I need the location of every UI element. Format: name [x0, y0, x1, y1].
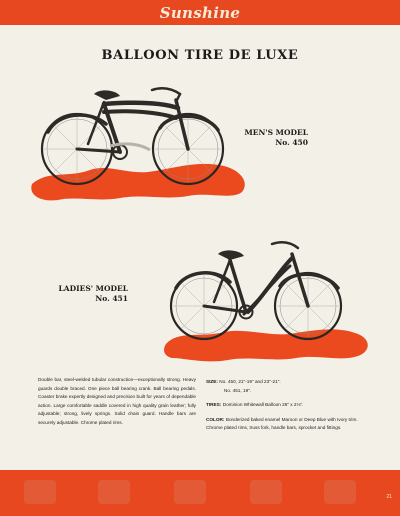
mens-model-label [200, 128, 308, 148]
spec-color-value: Bonderized baked enamel Maroon or Deep Blue with Ivory trim. Chrome plated rims, truss fork, handle bars, sprocket and fittings. [206, 416, 358, 431]
cupid-rider-icon [24, 480, 56, 504]
spec-tires-value: Dominion Whitewall Balloon 26" x 2⅛". [222, 402, 304, 408]
cupid-rider-icon [98, 480, 130, 504]
spec-size-value: No. 450, 21"-19" and 23"-21". [219, 379, 281, 384]
mens-bicycle-illustration [40, 72, 225, 190]
specifications [206, 378, 366, 439]
spec-color [206, 416, 366, 433]
ladies-bicycle-illustration [168, 232, 344, 344]
ladies-model-name: LADIES' MODEL [58, 284, 128, 293]
spec-color-label: COLOR: [206, 416, 225, 422]
ladies-model-number: No. 451 [95, 294, 128, 303]
spec-tires [206, 401, 366, 410]
mens-model-number: No. 450 [275, 138, 308, 147]
description-text: Double bar, steel-welded tubular construction—exceptionally strong. Heavy guards double braced. One piece ball bearing crank. Ball bearing pedals. Coaster brake expertly designed and precision built for years of dependable action. Large comfortable saddle covered in high quality grain leather; fully adjustable; strong, lively springs. Solid chain guard. Handle bars are securely adjustable. Chrome plated rims. [38, 377, 196, 425]
spec-tires-label: TIRES: [206, 402, 222, 408]
mens-model-name: MEN'S MODEL [244, 128, 308, 137]
header-band [0, 0, 400, 25]
page-number: 21 [386, 494, 392, 500]
spec-size-label: SIZE: [206, 379, 218, 384]
cupid-rider-icon [174, 480, 206, 504]
sunshine-logo-icon: Sunshine [159, 3, 241, 22]
page-title: BALLOON TIRE DE LUXE [101, 48, 299, 63]
spec-size [206, 378, 366, 395]
spec-size-value-2: No. 451, 19". [224, 387, 252, 393]
cupid-rider-icon [324, 480, 356, 504]
cupid-rider-icon [250, 480, 282, 504]
ladies-model-label [48, 284, 128, 304]
